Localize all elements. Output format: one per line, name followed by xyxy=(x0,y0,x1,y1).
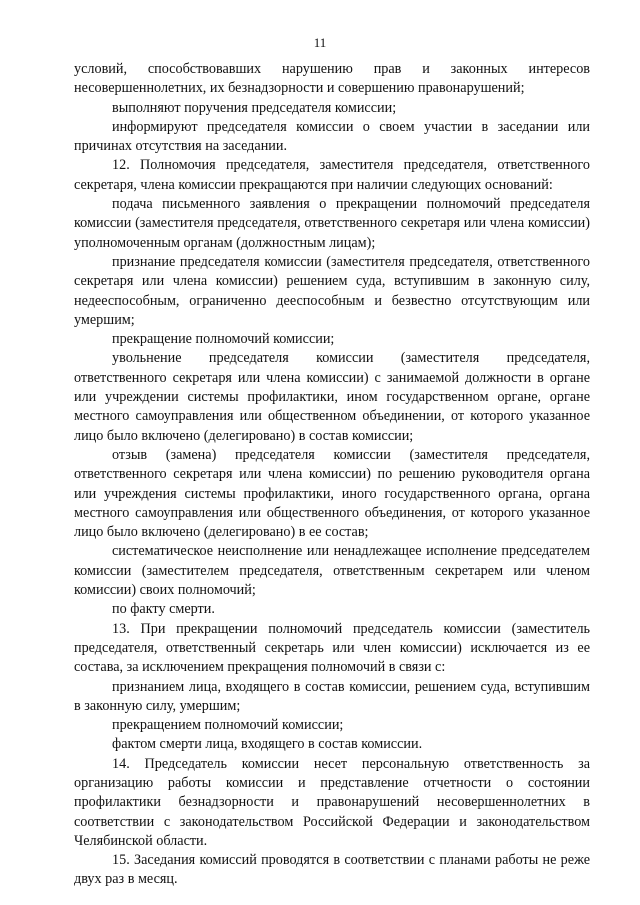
paragraph-7: прекращение полномочий комиссии; xyxy=(112,331,335,348)
paragraph-6: признание председателя комиссии (заместителя председателя, ответственного секретаря или члена комиссии) решением суда, вступившим в законную силу, недееспособным, ограниченно дееспособным и безвестно отсутствующим или умершим; xyxy=(74,253,590,328)
paragraph-2: выполняют поручения председателя комиссии; xyxy=(112,99,397,116)
paragraph-10: систематическое неисполнение или ненадлежащее исполнение председателем комиссии (заместителем председателя, ответственным секретарем или членом комиссии) своих полномочий; xyxy=(74,543,590,599)
paragraph-16: 14. Председатель комиссии несет персональную ответственность за организацию работы комиссии и представление отчетности о состоянии профилактики безнадзорности и правонарушений несовершеннолетних в соответствии с законодательством Российской Федерации и законодательством Челябинской области. xyxy=(74,755,590,849)
paragraph-3: информируют председателя комиссии о своем участии в заседании или причинах отсутствия на заседании. xyxy=(74,118,590,155)
document-body xyxy=(74,60,590,890)
paragraph-1: условий, способствовавших нарушению прав и законных интересов несовершеннолетних, их безнадзорности и совершению правонарушений; xyxy=(74,61,590,97)
paragraph-17: 15. Заседания комиссий проводятся в соответствии с планами работы не реже двух раз в месяц. xyxy=(74,852,590,888)
paragraph-15: фактом смерти лица, входящего в состав комиссии. xyxy=(112,736,423,753)
paragraph-11: по факту смерти. xyxy=(112,601,215,618)
paragraph-4: 12. Полномочия председателя, заместителя председателя, ответственного секретаря, члена комиссии прекращаются при наличии следующих оснований: xyxy=(74,157,590,193)
paragraph-9: отзыв (замена) председателя комиссии (заместителя председателя, ответственного секретаря или члена комиссии) по решению руководителя органа или учреждения системы профилактики, иного государственного органа, органа местного самоуправления или общественного объединения, от которого указанное лицо было включено (делегировано) в ее состав; xyxy=(74,446,590,541)
paragraph-14: прекращением полномочий комиссии; xyxy=(112,717,344,734)
paragraph-13: признанием лица, входящего в состав комиссии, решением суда, вступившим в законную силу, умершим; xyxy=(74,678,590,714)
page-number: 11 xyxy=(313,35,327,50)
paragraph-5: подача письменного заявления о прекращении полномочий председателя комиссии (заместителя председателя, ответственного секретаря или члена комиссии) уполномоченным органам (должностным лицам); xyxy=(74,196,590,251)
paragraph-12: 13. При прекращении полномочий председатель комиссии (заместитель председателя, ответственный секретарь или член комиссии) исключается из ее состава, за исключением прекращения полномочий в связи с: xyxy=(74,620,590,676)
paragraph-8: увольнение председателя комиссии (заместителя председателя, ответственного секретаря или члена комиссии) с занимаемой должности в органе или учреждении системы профилактики, ином государственном органе, органе местного самоуправления или общественном объединении, от которого указанное лицо было включено (делегировано) в состав комиссии; xyxy=(74,350,590,444)
